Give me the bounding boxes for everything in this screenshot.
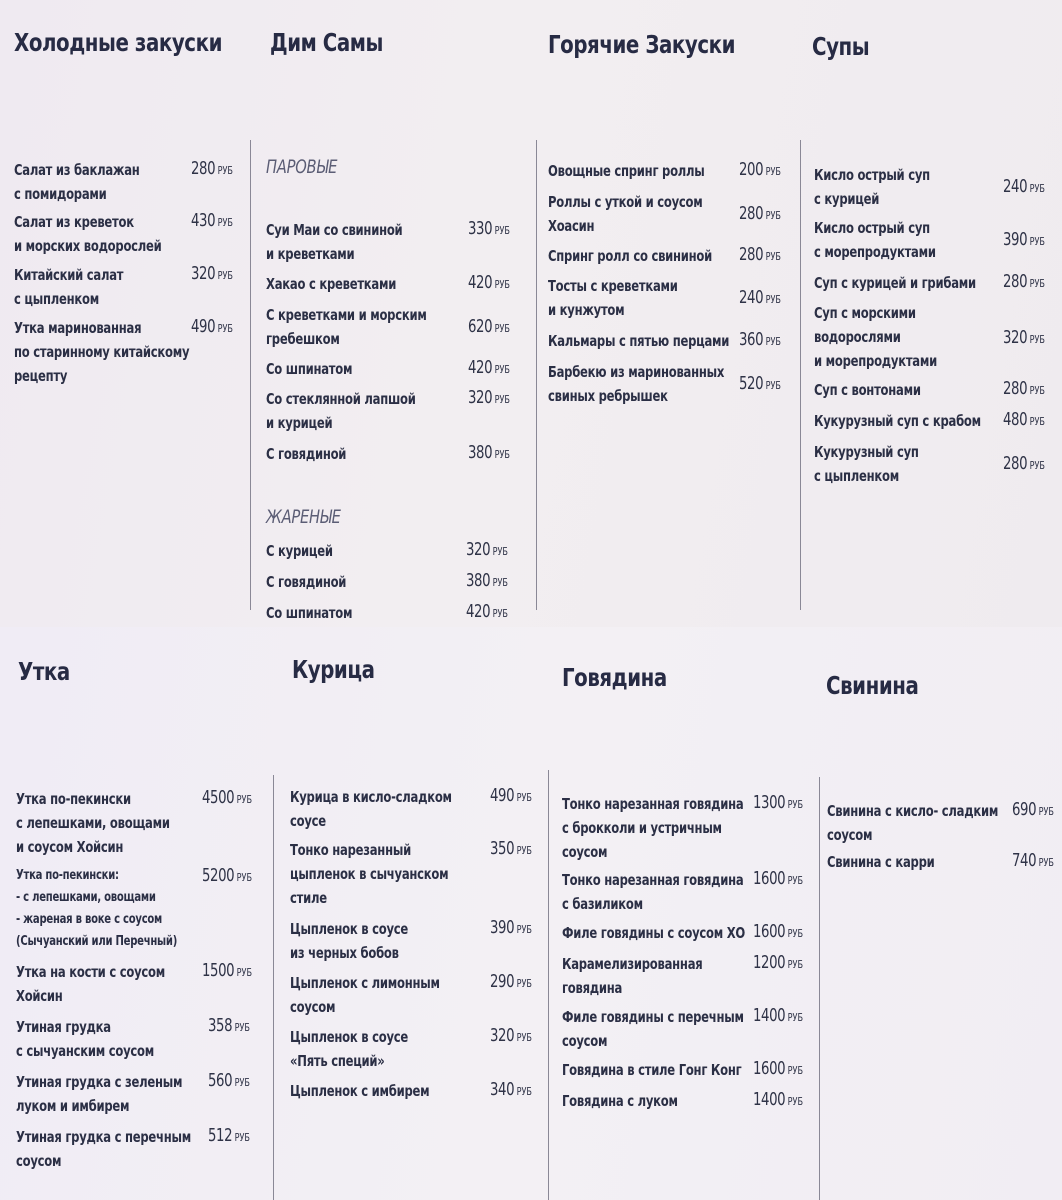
item-name: Китайский салат с цыпленком <box>14 266 124 308</box>
item-price: 560 РУБ <box>208 1070 250 1091</box>
item-price: 340 РУБ <box>490 1079 532 1100</box>
item-price: 480 РУБ <box>1003 409 1045 430</box>
column-divider <box>800 140 801 610</box>
item-price: 490 РУБ <box>191 316 233 337</box>
item-name: Утка по-пекински: - с лепешками, овощами - жареная в воке с соусом (Сычуанский или Перечный) <box>16 868 178 949</box>
item-price: 1300 РУБ <box>753 792 804 813</box>
section-title-pork: Свинина <box>826 671 919 700</box>
item-name: Со стеклянной лапшой и курицей <box>266 390 416 432</box>
item-price: 1500 РУБ <box>202 960 253 981</box>
item-price: 320 РУБ <box>466 539 508 560</box>
item-price: 280 РУБ <box>1003 378 1045 399</box>
item-name: Суп с курицей и грибами <box>814 274 976 292</box>
item-price: 360 РУБ <box>739 329 781 350</box>
item-price: 512 РУБ <box>208 1125 250 1146</box>
item-name: С говядиной <box>266 573 347 591</box>
column-divider <box>250 140 251 610</box>
item-name: Со шпинатом <box>266 604 353 622</box>
column-divider <box>819 777 820 1200</box>
item-price: 620 РУБ <box>468 316 510 337</box>
item-price: 420 РУБ <box>468 272 510 293</box>
item-price: 380 РУБ <box>468 442 510 463</box>
menu-page-bottom <box>0 627 1062 1200</box>
item-name: Тонко нарезанный цыпленок в сычуанском стиле <box>290 841 449 907</box>
item-name: Утиная грудка с сычуанским соусом <box>16 1018 154 1060</box>
section-title-duck: Утка <box>18 657 70 686</box>
item-name: Салат из креветок и морских водорослей <box>14 213 162 255</box>
item-price: 1600 РУБ <box>753 868 804 889</box>
item-price: 280 РУБ <box>739 203 781 224</box>
item-price: 420 РУБ <box>468 357 510 378</box>
item-name: Салат из баклажан с помидорами <box>14 161 140 203</box>
section-title-soups: Супы <box>812 32 870 61</box>
item-name: Суп с морскими водорослями и морепродуктами <box>814 304 937 370</box>
item-name: Цыпленок в соусе «Пять специй» <box>290 1028 408 1070</box>
item-price: 5200 РУБ <box>202 865 253 886</box>
item-name: Тонко нарезанная говядина с брокколи и устричным соусом <box>562 795 744 861</box>
item-name: Овощные спринг роллы <box>548 162 705 180</box>
item-name: Филе говядины с соусом ХО <box>562 924 746 942</box>
item-name: Утка на кости с соусом Хойсин <box>16 963 165 1005</box>
item-name: Карамелизированная говядина <box>562 955 703 997</box>
column-divider <box>536 140 537 610</box>
subheading-fried: ЖАРЕНЫЕ <box>266 506 341 528</box>
item-name: Кисло острый суп с морепродуктами <box>814 219 936 261</box>
item-price: 200 РУБ <box>739 159 781 180</box>
item-price: 1400 РУБ <box>753 1005 804 1026</box>
item-name: Роллы с уткой и соусом Хоасин <box>548 193 703 235</box>
item-name: Утка по-пекински с лепешками, овощами и соусом Хойсин <box>16 790 170 856</box>
item-price: 1600 РУБ <box>753 921 804 942</box>
item-name: Тонко нарезанная говядина с базиликом <box>562 871 744 913</box>
item-price: 320 РУБ <box>1003 327 1045 348</box>
item-price: 1400 РУБ <box>753 1089 804 1110</box>
item-price: 690 РУБ <box>1012 799 1054 820</box>
item-price: 320 РУБ <box>490 1025 532 1046</box>
item-name: Суи Маи со свининой и креветками <box>266 221 403 263</box>
item-price: 390 РУБ <box>490 917 532 938</box>
item-name: Кукурузный суп с цыпленком <box>814 443 919 485</box>
item-name: Кукурузный суп с крабом <box>814 412 981 430</box>
column-divider <box>273 775 274 1200</box>
item-name: Кисло острый суп с курицей <box>814 166 930 208</box>
item-name: Барбекю из маринованных свиных ребрышек <box>548 363 725 405</box>
item-price: 280 РУБ <box>191 158 233 179</box>
section-title-hot-appetizers: Горячие Закуски <box>548 30 736 59</box>
item-price: 240 РУБ <box>739 287 781 308</box>
item-name: С курицей <box>266 542 333 560</box>
item-name: Цыпленок в соусе из черных бобов <box>290 920 408 962</box>
column-divider <box>548 770 549 1200</box>
item-price: 490 РУБ <box>490 785 532 806</box>
section-title-chicken: Курица <box>292 655 375 684</box>
item-price: 358 РУБ <box>208 1015 250 1036</box>
item-price: 280 РУБ <box>1003 271 1045 292</box>
item-name: Со шпинатом <box>266 360 353 378</box>
section-title-beef: Говядина <box>562 663 667 692</box>
item-price: 520 РУБ <box>739 373 781 394</box>
item-name: Свинина с кисло- сладким соусом <box>827 802 999 844</box>
item-name: Говядина с луком <box>562 1092 678 1110</box>
item-name: Цыпленок с имбирем <box>290 1082 430 1100</box>
item-price: 290 РУБ <box>490 971 532 992</box>
item-price: 320 РУБ <box>468 387 510 408</box>
item-name: Курица в кисло-сладком соусе <box>290 788 452 830</box>
item-price: 1200 РУБ <box>753 952 804 973</box>
section-title-cold-appetizers: Холодные закуски <box>14 28 223 57</box>
item-price: 740 РУБ <box>1012 850 1054 871</box>
item-name: Филе говядины с перечным соусом <box>562 1008 744 1050</box>
item-name: Хакао с креветками <box>266 275 397 293</box>
subheading-steamed: ПАРОВЫЕ <box>266 156 338 178</box>
item-name: Кальмары с пятью перцами <box>548 332 730 350</box>
item-name: С креветками и морским гребешком <box>266 306 427 348</box>
item-price: 420 РУБ <box>466 601 508 622</box>
item-name: Говядина в стиле Гонг Конг <box>562 1061 742 1079</box>
item-price: 380 РУБ <box>466 570 508 591</box>
item-price: 390 РУБ <box>1003 229 1045 250</box>
item-price: 330 РУБ <box>468 218 510 239</box>
item-price: 430 РУБ <box>191 210 233 231</box>
item-name: Суп с вонтонами <box>814 381 921 399</box>
item-price: 280 РУБ <box>1003 453 1045 474</box>
item-name: Спринг ролл со свининой <box>548 247 713 265</box>
item-price: 1600 РУБ <box>753 1058 804 1079</box>
item-price: 4500 РУБ <box>202 787 253 808</box>
item-price: 280 РУБ <box>739 244 781 265</box>
item-name: С говядиной <box>266 445 347 463</box>
item-price: 240 РУБ <box>1003 176 1045 197</box>
item-price: 320 РУБ <box>191 263 233 284</box>
item-name: Цыпленок с лимонным соусом <box>290 974 440 1016</box>
item-name: Утка маринованная по старинному китайскому рецепту <box>14 319 190 385</box>
section-title-dim-sum: Дим Самы <box>270 28 383 57</box>
item-name: Тосты с креветками и кунжутом <box>548 277 678 319</box>
item-name: Утиная грудка с перечным соусом <box>16 1128 191 1170</box>
item-name: Утиная грудка с зеленым луком и имбирем <box>16 1073 183 1115</box>
item-price: 350 РУБ <box>490 838 532 859</box>
item-name: Свинина с карри <box>827 853 935 871</box>
